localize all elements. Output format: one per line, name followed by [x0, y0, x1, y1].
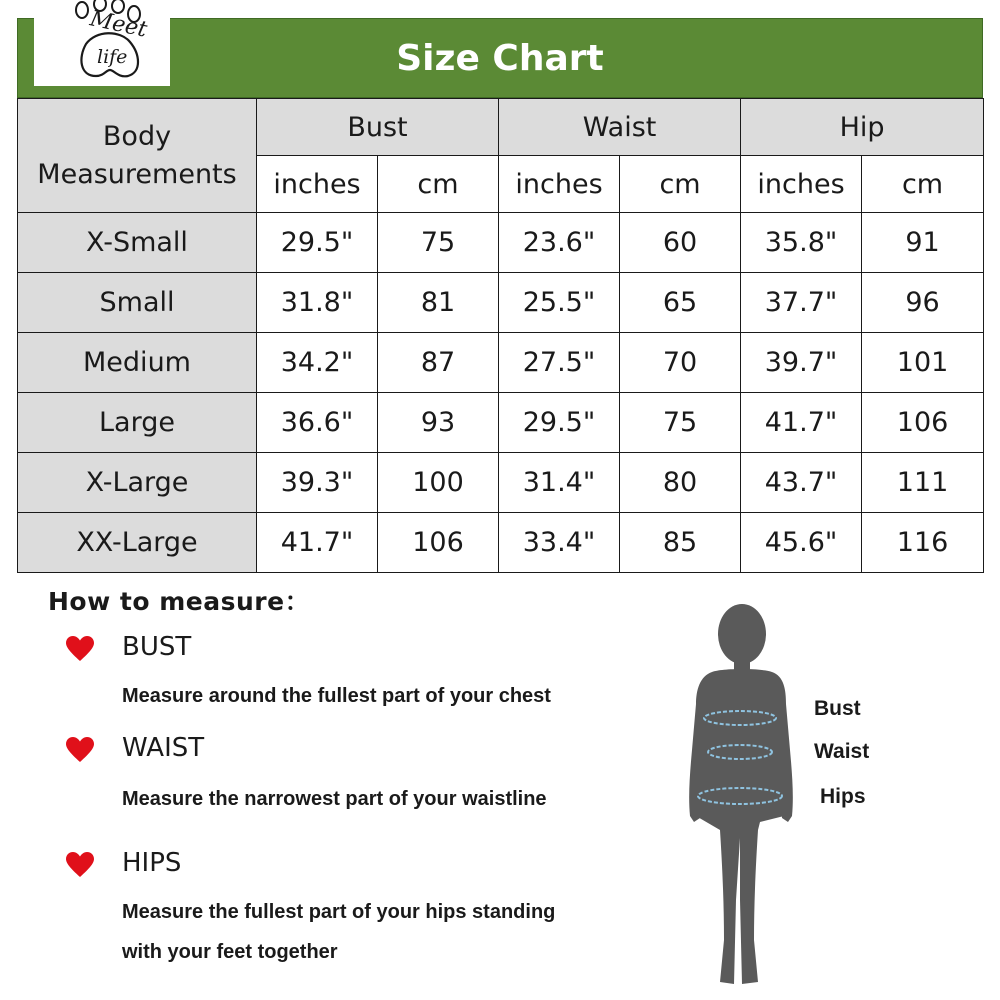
size-table	[17, 98, 984, 573]
measurement-cell: 23.6"	[499, 213, 620, 273]
size-label: X-Small	[18, 213, 257, 273]
measurement-cell: 39.7"	[741, 333, 862, 393]
unit-header: cm	[862, 156, 984, 213]
measurement-cell: 70	[620, 333, 741, 393]
measurement-cell: 39.3"	[257, 453, 378, 513]
measurement-cell: 116	[862, 513, 984, 573]
measurement-cell: 111	[862, 453, 984, 513]
measurement-cell: 41.7"	[257, 513, 378, 573]
measure-name: BUST	[122, 632, 192, 662]
heart-icon	[66, 636, 94, 662]
brand-logo	[34, 0, 170, 86]
measurement-cell: 36.6"	[257, 393, 378, 453]
figure-label-bust: Bust	[814, 697, 861, 720]
measurement-cell: 101	[862, 333, 984, 393]
how-to-measure-title: How to measure：	[48, 587, 311, 616]
measurement-cell: 80	[620, 453, 741, 513]
measure-item-bust	[66, 632, 626, 712]
size-label: X-Large	[18, 453, 257, 513]
size-label: XX-Large	[18, 513, 257, 573]
measurement-cell: 41.7"	[741, 393, 862, 453]
measure-name: HIPS	[122, 848, 182, 878]
paw-logo-icon	[34, 0, 170, 86]
group-header-waist: Waist	[499, 99, 741, 156]
measurement-cell: 33.4"	[499, 513, 620, 573]
measurement-cell: 91	[862, 213, 984, 273]
logo-text-bottom: life	[97, 46, 128, 68]
unit-header: inches	[257, 156, 378, 213]
measurement-cell: 27.5"	[499, 333, 620, 393]
size-label: Medium	[18, 333, 257, 393]
measure-name: WAIST	[122, 733, 205, 763]
measure-item-waist	[66, 733, 626, 813]
heart-icon	[66, 737, 94, 763]
table-row	[18, 513, 984, 573]
measure-description: Measure around the fullest part of your chest	[122, 685, 551, 707]
body-figure	[660, 600, 980, 990]
table-row	[18, 333, 984, 393]
corner-header: Body Measurements	[18, 99, 257, 213]
measurement-cell: 25.5"	[499, 273, 620, 333]
size-label: Large	[18, 393, 257, 453]
table-row	[18, 273, 984, 333]
measurement-cell: 31.8"	[257, 273, 378, 333]
measurement-cell: 100	[378, 453, 499, 513]
measurement-cell: 34.2"	[257, 333, 378, 393]
measurement-cell: 35.8"	[741, 213, 862, 273]
measurement-cell: 65	[620, 273, 741, 333]
table-row	[18, 393, 984, 453]
measurement-cell: 93	[378, 393, 499, 453]
measurement-cell: 75	[378, 213, 499, 273]
table-group-header-row	[18, 99, 984, 156]
figure-label-hips: Hips	[820, 785, 866, 808]
measure-item-hips	[66, 848, 626, 978]
figure-label-waist: Waist	[814, 740, 870, 763]
size-table-body	[18, 213, 984, 573]
unit-header: cm	[378, 156, 499, 213]
measurement-cell: 37.7"	[741, 273, 862, 333]
table-row	[18, 213, 984, 273]
measurement-cell: 106	[862, 393, 984, 453]
measurement-cell: 29.5"	[257, 213, 378, 273]
measurement-cell: 31.4"	[499, 453, 620, 513]
logo-text-top: Meet	[87, 6, 150, 43]
heart-icon	[66, 852, 94, 878]
measurement-cell: 85	[620, 513, 741, 573]
group-header-bust: Bust	[257, 99, 499, 156]
size-label: Small	[18, 273, 257, 333]
group-header-hip: Hip	[741, 99, 984, 156]
measurement-cell: 43.7"	[741, 453, 862, 513]
measurement-cell: 81	[378, 273, 499, 333]
unit-header: cm	[620, 156, 741, 213]
table-row	[18, 453, 984, 513]
measure-description: Measure the fullest part of your hips standing with your feet together	[122, 901, 556, 963]
measurement-cell: 75	[620, 393, 741, 453]
page-title: Size Chart	[396, 38, 604, 79]
unit-header: inches	[741, 156, 862, 213]
measurement-cell: 96	[862, 273, 984, 333]
measurement-cell: 87	[378, 333, 499, 393]
measurement-cell: 106	[378, 513, 499, 573]
measurement-cell: 45.6"	[741, 513, 862, 573]
unit-header: inches	[499, 156, 620, 213]
measurement-cell: 60	[620, 213, 741, 273]
measure-description: Measure the narrowest part of your waistline	[122, 788, 547, 810]
measurement-cell: 29.5"	[499, 393, 620, 453]
